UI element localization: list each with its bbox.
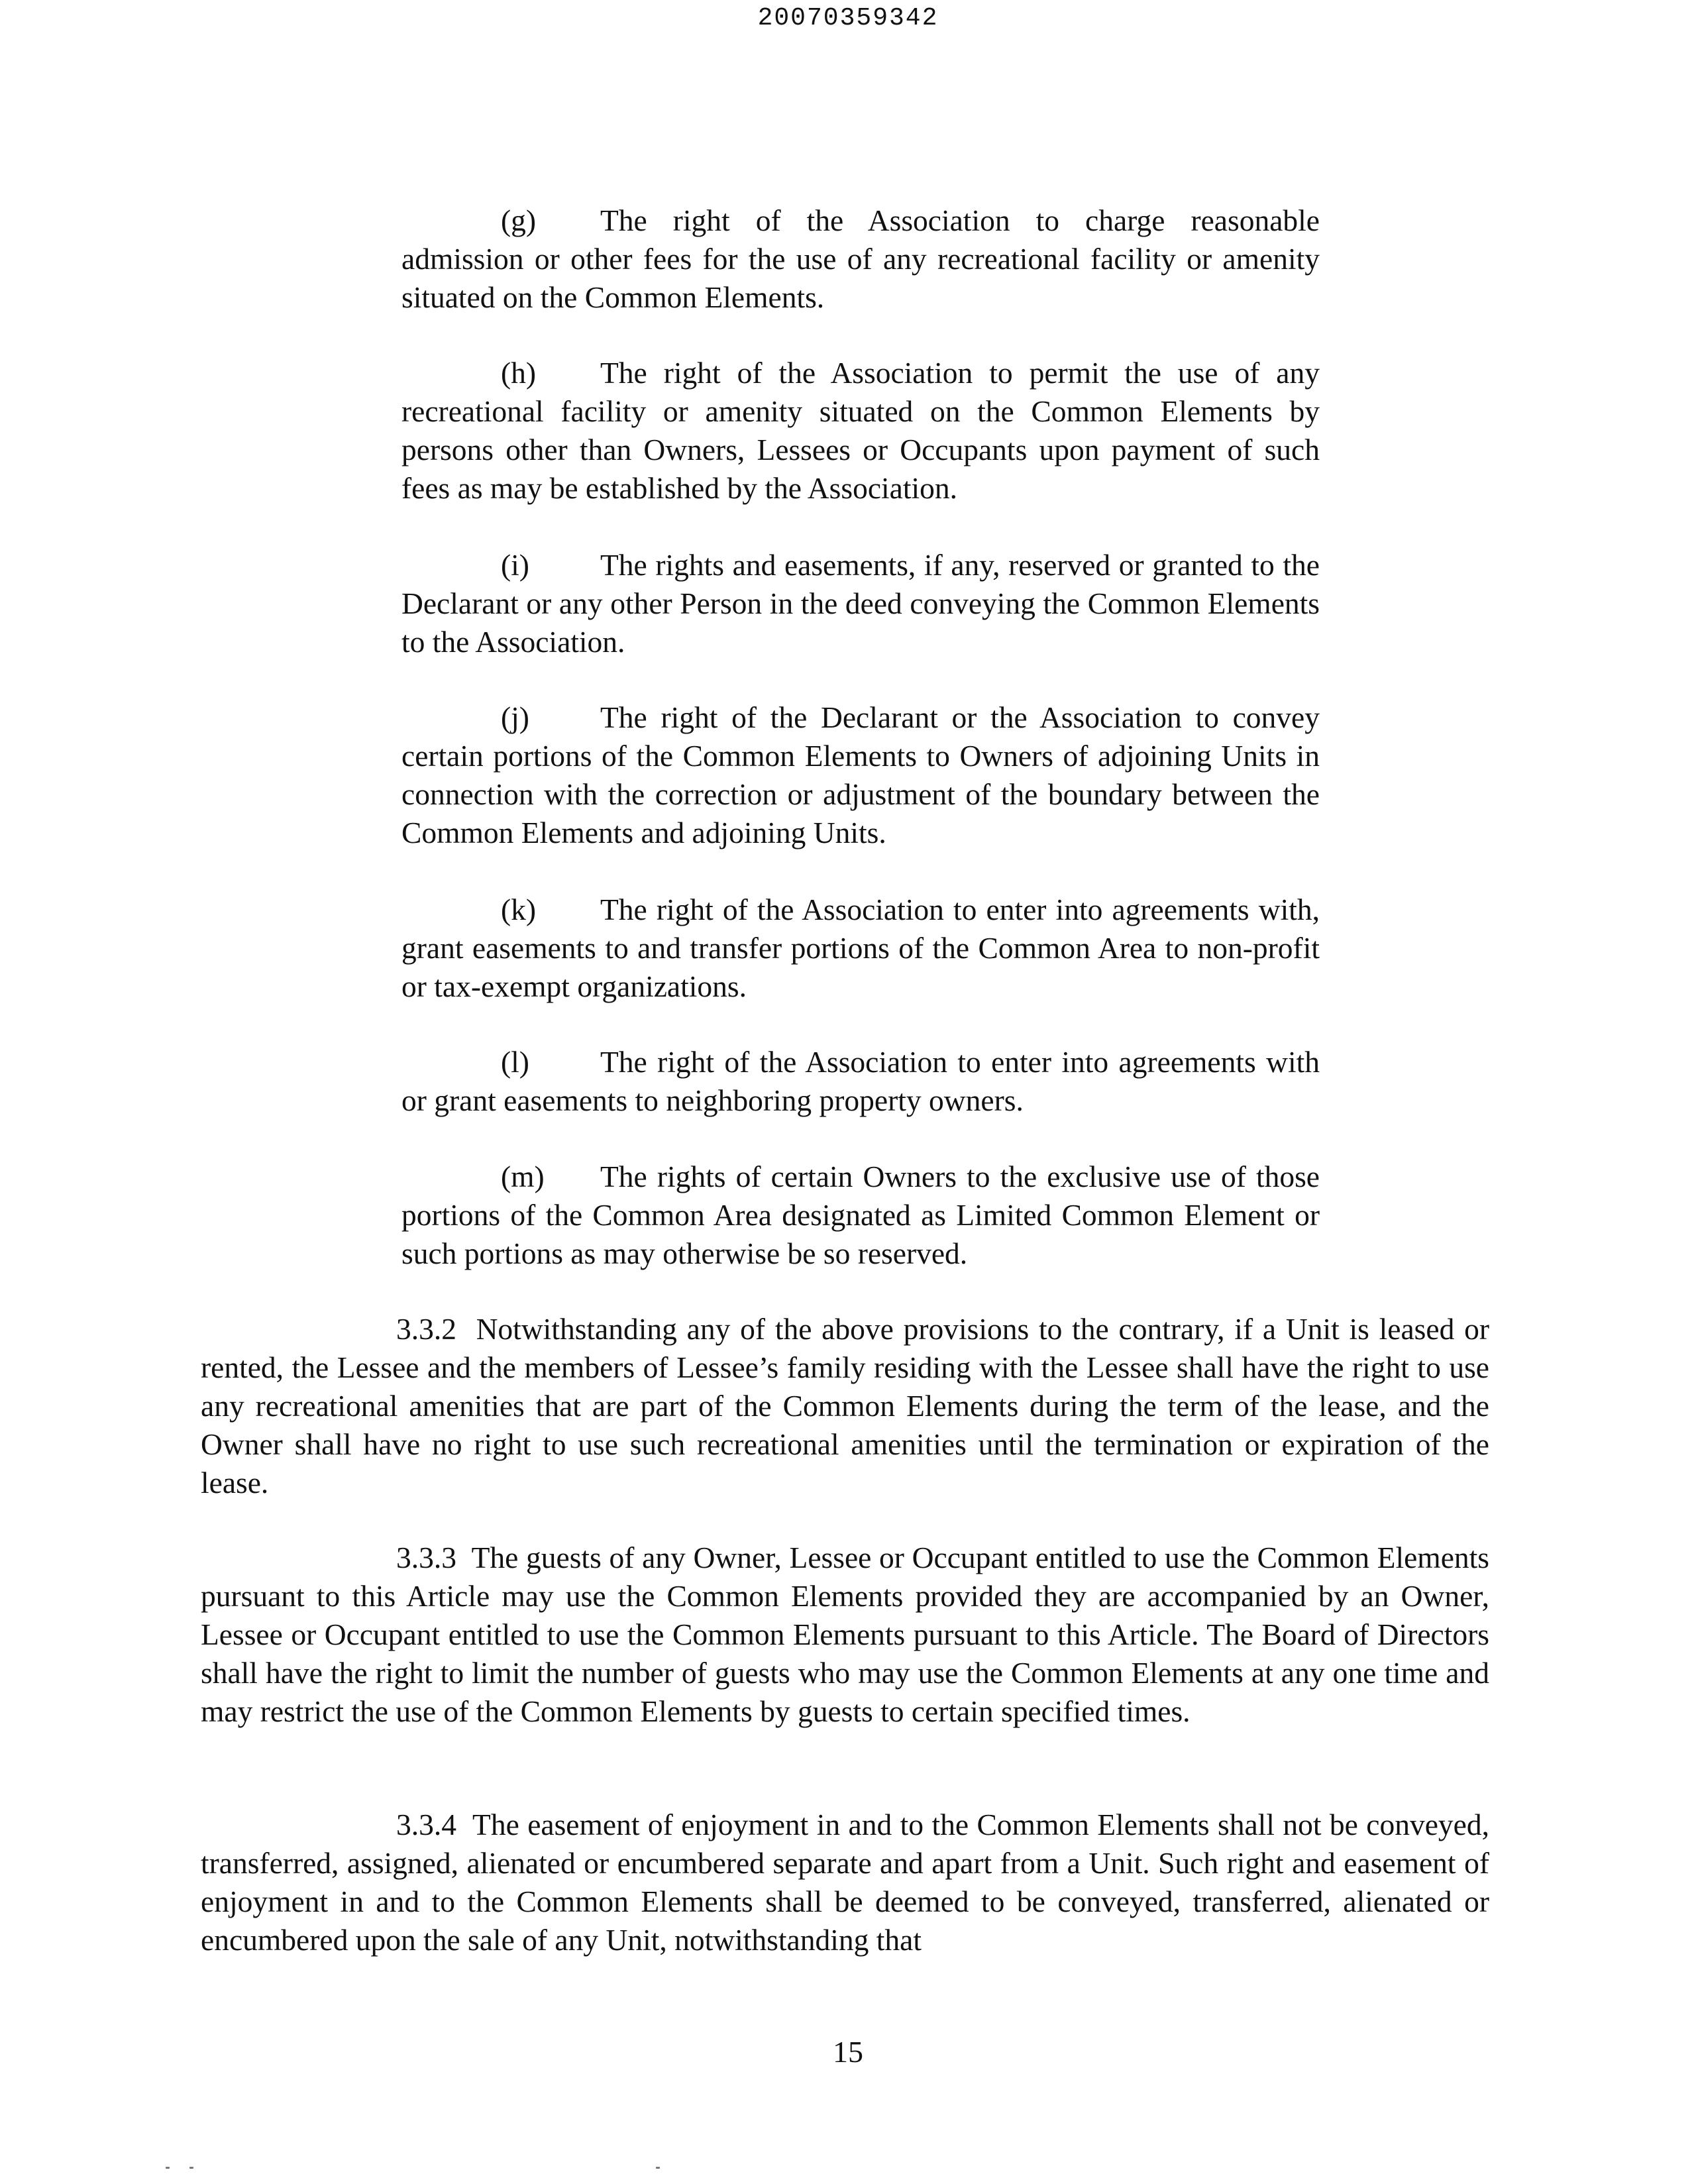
section-3-3-2 bbox=[201, 1310, 1489, 1502]
item-label: (i) bbox=[501, 548, 529, 582]
list-item-j bbox=[401, 698, 1320, 852]
list-item-m bbox=[401, 1158, 1320, 1273]
item-text: The right of the Association to charge reasonable admission or other fees for the use of any recreational facility or amenity situated on the Common Elements. bbox=[401, 203, 1320, 314]
item-label: (h) bbox=[501, 356, 537, 390]
item-label: (j) bbox=[501, 700, 529, 734]
scan-speck bbox=[166, 2167, 170, 2169]
section-text: The easement of enjoyment in and to the Common Elements shall not be conveyed, transferred, assigned, alienated or encumbered separate and apart from a Unit. Such right and easement of enjoyment in and to the Common Elements shall be deemed to be conveyed, transferred, alienated or encumbered upon the sale of any Unit, notwithstanding that bbox=[201, 1808, 1489, 1957]
section-text: Notwithstanding any of the above provisions to the contrary, if a Unit is leased or rented, the Lessee and the members of Lessee’s family residing with the Lessee shall have the right to use any recreational amenities that are part of the Common Elements during the term of the lease, and the Owner shall have no right to use such recreational amenities until the termination or expiration of the lease. bbox=[201, 1312, 1490, 1500]
list-item-h bbox=[401, 354, 1320, 508]
section-number: 3.3.3 bbox=[396, 1541, 456, 1574]
section-3-3-4 bbox=[201, 1806, 1489, 1959]
list-item-i bbox=[401, 546, 1320, 661]
item-text: The rights of certain Owners to the exclusive use of those portions of the Common Area designated as Limited Common Element or such portions as may otherwise be so reserved. bbox=[401, 1160, 1320, 1270]
item-label: (l) bbox=[501, 1045, 529, 1079]
item-text: The right of the Declarant or the Association to convey certain portions of the Common Elements to Owners of adjoining Units in connection with the correction or adjustment of the boundary between the Common Elements and adjoining Units. bbox=[401, 700, 1320, 849]
document-number: 20070359342 bbox=[757, 4, 939, 32]
section-number: 3.3.2 bbox=[396, 1312, 456, 1346]
item-label: (k) bbox=[501, 893, 537, 926]
item-label: (m) bbox=[501, 1160, 545, 1193]
item-text: The rights and easements, if any, reserved or granted to the Declarant or any other Person in the deed conveying the Common Elements to the Association. bbox=[401, 548, 1320, 659]
section-number: 3.3.4 bbox=[396, 1808, 456, 1841]
section-text: The guests of any Owner, Lessee or Occupant entitled to use the Common Elements pursuant to this Article may use the Common Elements provided they are accompanied by an Owner, Lessee or Occupant entitled to use the Common Elements pursuant to this Article. The Board of Directors shall have the right to limit the number of guests who may use the Common Elements at any one time and may restrict the use of the Common Elements by guests to certain specified times. bbox=[201, 1541, 1489, 1728]
item-text: The right of the Association to enter into agreements with or grant easements to neighboring property owners. bbox=[401, 1045, 1320, 1117]
list-item-k bbox=[401, 891, 1320, 1006]
scan-speck bbox=[656, 2167, 660, 2169]
scan-artifact bbox=[166, 2167, 696, 2173]
page-number: 15 bbox=[833, 2035, 863, 2069]
item-text: The right of the Association to enter into agreements with, grant easements to and transfer portions of the Common Area to non-profit or tax-exempt organizations. bbox=[401, 893, 1320, 1003]
item-text: The right of the Association to permit the use of any recreational facility or amenity situated on the Common Elements by persons other than Owners, Lessees or Occupants upon payment of such fees as may be established by the Association. bbox=[401, 356, 1320, 505]
section-3-3-3 bbox=[201, 1539, 1489, 1731]
scan-speck bbox=[189, 2167, 193, 2169]
list-item-g bbox=[401, 201, 1320, 317]
list-item-l bbox=[401, 1043, 1320, 1120]
item-label: (g) bbox=[501, 203, 537, 237]
